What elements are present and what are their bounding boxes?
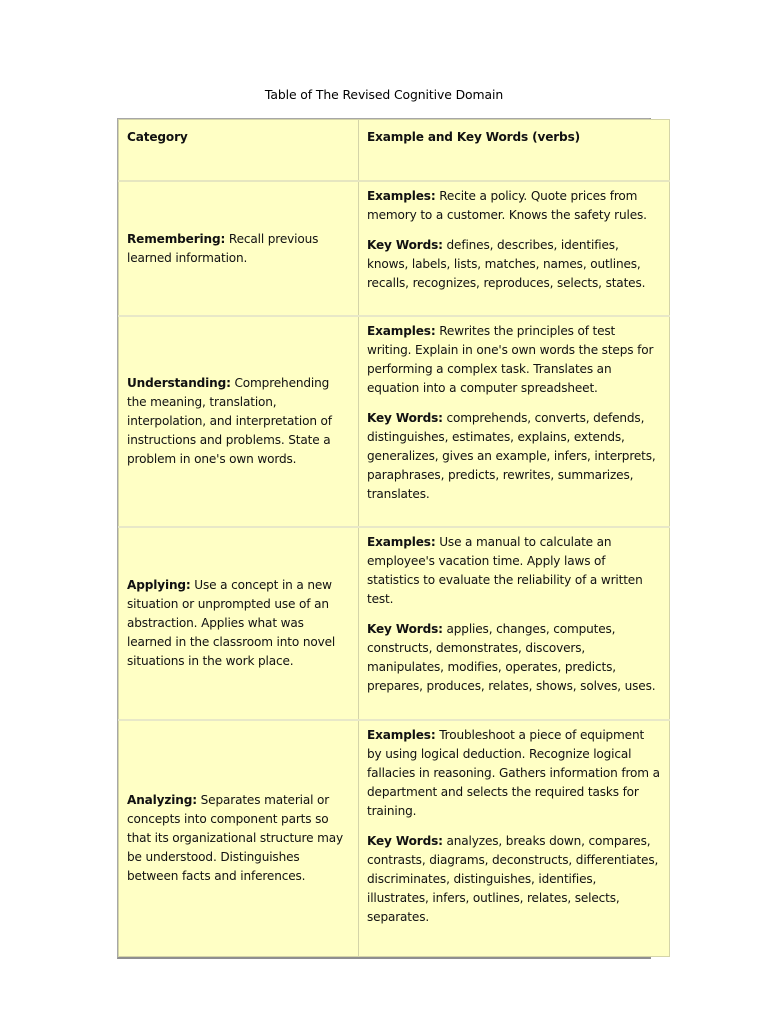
header-category-label: Category <box>127 130 188 144</box>
table-header-row <box>119 120 670 182</box>
examples-text: Recite a policy. Quote prices from memory to a customer. Knows the safety rules. <box>367 189 647 222</box>
keywords-label: Key Words: <box>367 411 443 425</box>
keywords-paragraph <box>367 236 661 293</box>
examples-cell <box>359 720 670 957</box>
examples-cell <box>359 527 670 720</box>
examples-label: Examples: <box>367 728 436 742</box>
category-label: Analyzing: <box>127 793 197 807</box>
examples-label: Examples: <box>367 324 436 338</box>
category-cell <box>119 316 359 527</box>
category-label: Applying: <box>127 578 191 592</box>
examples-label: Examples: <box>367 535 436 549</box>
examples-paragraph <box>367 187 661 225</box>
keywords-text: analyzes, breaks down, compares, contrasts, diagrams, deconstructs, differentiates, discriminates, distinguishes, identifies, illustrates, infers, outlines, relates, selects, separates. <box>367 834 659 924</box>
keywords-text: defines, describes, identifies, knows, labels, lists, matches, names, outlines, recalls, recognizes, reproduces, selects, states. <box>367 238 646 290</box>
category-text: Use a concept in a new situation or unprompted use of an abstraction. Applies what was learned in the classroom into novel situations in the work place. <box>127 578 336 668</box>
header-examples <box>359 120 670 182</box>
examples-cell <box>359 316 670 527</box>
category-label: Remembering: <box>127 231 226 246</box>
examples-paragraph <box>367 322 661 398</box>
category-text: Comprehending the meaning, translation, interpolation, and interpretation of instructions and problems. State a problem in one's own words. <box>127 376 332 466</box>
category-text: Separates material or concepts into component parts so that its organizational structure may be understood. Distinguishes between facts and inferences. <box>127 793 343 883</box>
table-row <box>119 527 670 720</box>
examples-label: Examples: <box>367 189 436 203</box>
header-category <box>119 120 359 182</box>
keywords-text: comprehends, converts, defends, distinguishes, estimates, explains, extends, generalizes, gives an example, infers, interprets, paraphrases, predicts, rewrites, summarizes, translates. <box>367 411 656 501</box>
cognitive-domain-table <box>117 118 660 959</box>
keywords-paragraph <box>367 409 661 504</box>
keywords-label: Key Words: <box>367 834 443 848</box>
keywords-paragraph <box>367 620 661 696</box>
examples-paragraph <box>367 533 661 609</box>
examples-cell <box>359 181 670 316</box>
document-title: Table of The Revised Cognitive Domain <box>264 87 504 102</box>
examples-text: Rewrites the principles of test writing. Explain in one's own words the steps for performing a complex task. Translates an equation into a computer spreadsheet. <box>367 324 654 395</box>
category-label: Understanding: <box>127 376 231 390</box>
table <box>118 119 670 957</box>
keywords-text: applies, changes, computes, constructs, demonstrates, discovers, manipulates, modifies, operates, predicts, prepares, produces, relates, shows, solves, uses. <box>367 622 656 693</box>
category-cell <box>119 720 359 957</box>
table-row <box>119 181 670 316</box>
category-cell <box>119 181 359 316</box>
table-row <box>119 720 670 957</box>
header-examples-label: Example and Key Words (verbs) <box>367 130 580 144</box>
category-text: Recall previous learned information. <box>127 231 319 265</box>
examples-paragraph <box>367 726 661 821</box>
category-cell <box>119 527 359 720</box>
table-row <box>119 316 670 527</box>
keywords-paragraph <box>367 832 661 927</box>
examples-text: Use a manual to calculate an employee's vacation time. Apply laws of statistics to evaluate the reliability of a written test. <box>367 535 643 606</box>
keywords-label: Key Words: <box>367 622 443 636</box>
keywords-label: Key Words: <box>367 238 443 252</box>
examples-text: Troubleshoot a piece of equipment by using logical deduction. Recognize logical fallacies in reasoning. Gathers information from a department and selects the required tasks for training. <box>367 728 660 818</box>
